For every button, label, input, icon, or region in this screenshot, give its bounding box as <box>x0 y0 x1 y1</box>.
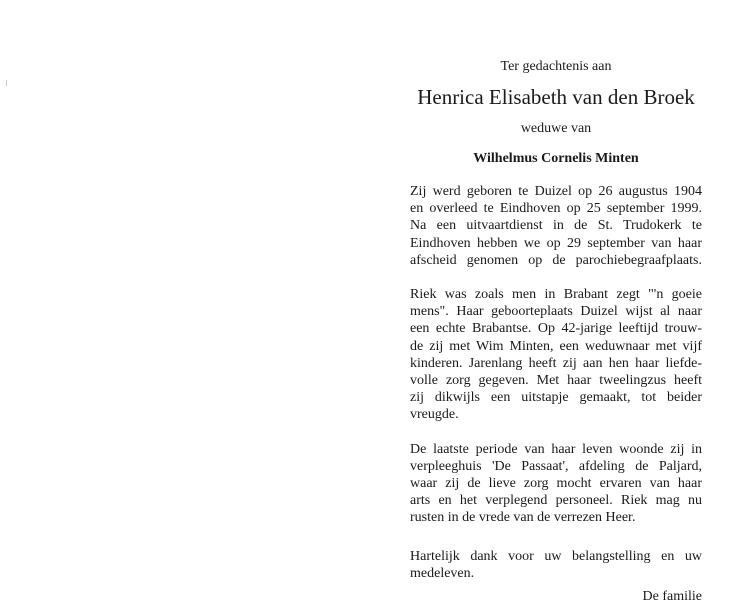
text-line: de zij met Wim Minten, een weduwnaar met vijf <box>410 338 702 354</box>
text-line: Riek was zoals men in Brabant zegt "'n goeie <box>410 287 702 303</box>
text-line: De laatste periode van haar leven woonde zij in <box>410 441 702 457</box>
text-line: waar zij de lieve zorg mocht ervaren van haar <box>410 476 702 492</box>
paragraph-last-period <box>410 441 702 527</box>
text-line: Zij werd geboren te Duizel op 26 augustus 1904 <box>410 184 702 199</box>
paragraph-thanks <box>410 548 702 582</box>
text-line: Hartelijk dank voor uw belangstelling en uw <box>410 548 702 564</box>
text-line: kinderen. Jarenlang heeft zij aan hen haar liefde- <box>410 355 702 371</box>
text-line: verpleeghuis 'De Passaat', afdeling de Paljard, <box>410 458 702 474</box>
memorial-intro: Ter gedachtenis aan <box>500 59 612 74</box>
paragraph-life <box>410 286 702 424</box>
text-line: Na een uitvaartdienst in de St. Trudokerk te <box>410 218 702 234</box>
widow-of-label: weduwe van <box>520 121 592 136</box>
text-line: vreugde. <box>410 407 459 423</box>
card-text-column <box>410 58 702 606</box>
signoff: De familie <box>642 589 702 605</box>
deceased-name: Henrica Elisabeth van den Broek <box>417 85 695 109</box>
text-line: Eindhoven hebben we op 29 september van haar <box>410 235 702 251</box>
text-line: afscheid genomen op de parochiebegraafplaats. <box>410 252 702 268</box>
text-line: arts en het verplegend personeel. Riek mag nu <box>410 493 702 509</box>
text-line: mens". Haar geboorteplaats Duizel wijst al naar <box>410 304 702 320</box>
paragraph-birth-death <box>410 183 702 269</box>
fold-mark <box>6 80 7 86</box>
text-line: en overleed te Eindhoven op 25 september 1999. <box>410 201 702 217</box>
text-line: rusten in de vrede van de verrezen Heer. <box>410 510 636 526</box>
spouse-name: Wilhelmus Cornelis Minten <box>473 151 639 166</box>
text-line: zij dikwijls een uitstapje gemaakt, tot beider <box>410 390 702 406</box>
text-line: medeleven. <box>410 565 475 581</box>
text-line: volle zorg gegeven. Met haar tweelingzus heeft <box>410 373 702 389</box>
text-line: een echte Brabantse. Op 42-jarige leeftijd trouw- <box>410 321 702 337</box>
